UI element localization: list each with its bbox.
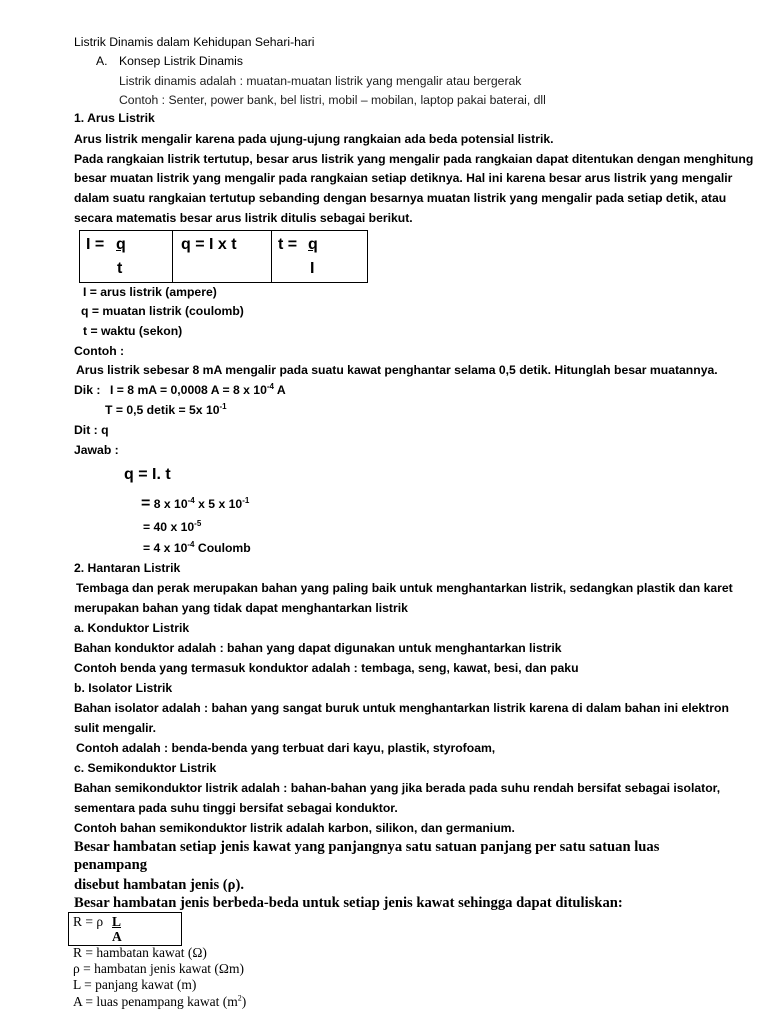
- legend-resistance: R = hambatan kawat (Ω): [73, 945, 207, 960]
- example-problem: Arus listrik sebesar 8 mA mengalir pada suatu kawat penghantar selama 0,5 detik. Hitunglah besar muatannya.: [76, 363, 718, 377]
- isolator-definition-line: Bahan isolator adalah : bahan yang sangat buruk untuk menghantarkan listrik karena di dalam bahan ini elektron: [74, 701, 729, 715]
- formula-current-denominator: t: [117, 260, 123, 277]
- hantaran-heading: 2. Hantaran Listrik: [74, 561, 181, 575]
- konduktor-definition: Bahan konduktor adalah : bahan yang dapat digunakan untuk menghantarkan listrik: [74, 641, 562, 655]
- given-label: Dik :: [74, 383, 101, 397]
- hantaran-intro-line: merupakan bahan yang tidak dapat menghantarkan listrik: [74, 601, 408, 615]
- section-a-example: Contoh : Senter, power bank, bel listri, mobil – mobilan, laptop pakai baterai, dll: [119, 93, 546, 107]
- resistance-formula-lhs: R = ρ: [73, 914, 104, 929]
- formula-current-lhs: I =: [86, 236, 105, 253]
- semikonduktor-example: Contoh bahan semikonduktor listrik adalah karbon, silikon, dan germanium.: [74, 821, 515, 835]
- konduktor-example: Contoh benda yang termasuk konduktor adalah : tembaga, seng, kawat, besi, dan paku: [74, 661, 579, 675]
- answer-formula: q = I. t: [124, 466, 171, 483]
- formula-time-numerator: q: [308, 236, 318, 253]
- hambatan-paragraph-line: penampang: [74, 857, 147, 873]
- isolator-definition-line: sulit mengalir.: [74, 721, 156, 735]
- semikonduktor-heading: c. Semikonduktor Listrik: [74, 761, 217, 775]
- document-title: Listrik Dinamis dalam Kehidupan Sehari-hari: [74, 35, 315, 49]
- formula-time-denominator: I: [310, 260, 315, 277]
- answer-step-3: = 4 x $10^{-4}$ Coulomb: [143, 539, 251, 555]
- legend-resistivity: ρ = hambatan jenis kawat (Ωm): [73, 961, 244, 976]
- legend-charge: q = muatan listrik (coulomb): [81, 304, 244, 318]
- resistance-formula-denominator: A: [112, 929, 122, 944]
- isolator-heading: b. Isolator Listrik: [74, 681, 173, 695]
- section-a-heading: Konsep Listrik Dinamis: [119, 54, 243, 68]
- arus-paragraph-2-line: secara matematis besar arus listrik ditulis sebagai berikut.: [74, 211, 413, 225]
- arus-paragraph-2-line: dalam suatu rangkaian tertutup sebanding dengan besarnya muatan listrik yang mengalir pada setiap detik, atau: [74, 191, 727, 205]
- asked: Dit : q: [74, 423, 109, 437]
- hambatan-paragraph-line: disebut hambatan jenis (ρ).: [74, 877, 244, 893]
- legend-area: A = luas penampang kawat $(m^2)$: [73, 993, 247, 1009]
- formula-time-lhs: t =: [278, 236, 298, 253]
- legend-current: I = arus listrik (ampere): [83, 285, 217, 299]
- arus-paragraph-1: Arus listrik mengalir karena pada ujung-ujung rangkaian ada beda potensial listrik.: [74, 132, 554, 146]
- table-divider: [271, 230, 272, 282]
- given-current: I = 8 mA = 0,0008 A = 8 x $10^{-4}$ A: [110, 381, 286, 397]
- legend-length: L = panjang kawat (m): [73, 977, 197, 992]
- resistance-formula-numerator: L: [112, 914, 122, 929]
- arus-paragraph-2-line: Pada rangkaian listrik tertutup, besar arus listrik yang mengalir pada rangkaian dapat ditentukan dengan menghitung: [74, 152, 754, 166]
- semikonduktor-definition-line: Bahan semikonduktor listrik adalah : bahan-bahan yang jika berada pada suhu rendah bersifat sebagai isolator,: [74, 781, 721, 795]
- given-time: T = 0,5 detik = 5x $10^{-1}$: [105, 401, 227, 417]
- arus-heading: 1. Arus Listrik: [74, 111, 155, 125]
- hambatan-paragraph-line: Besar hambatan setiap jenis kawat yang panjangnya satu satuan panjang per satu satuan luas: [74, 839, 660, 855]
- answer-label: Jawab :: [74, 443, 119, 457]
- section-a-definition: Listrik dinamis adalah : muatan-muatan listrik yang mengalir atau bergerak: [119, 74, 522, 88]
- answer-step-1: = 8 x $10^{-4}$ x 5 x $10^{-1}$: [141, 495, 250, 512]
- isolator-example: Contoh adalah : benda-benda yang terbuat dari kayu, plastik, styrofoam,: [76, 741, 496, 755]
- arus-paragraph-2-line: besar muatan listrik yang mengalir pada rangkaian setiap detiknya. Hal ini karena besar arus listrik yang mengalir: [74, 171, 733, 185]
- konduktor-heading: a. Konduktor Listrik: [74, 621, 190, 635]
- example-label: Contoh :: [74, 344, 125, 358]
- table-divider: [172, 230, 173, 282]
- formula-current-numerator: q: [116, 236, 126, 253]
- legend-time: t = waktu (sekon): [83, 324, 183, 338]
- section-a-label: A.: [96, 54, 108, 68]
- answer-step-2: = 40 x $10^{-5}$: [143, 518, 202, 534]
- semikonduktor-definition-line: sementara pada suhu tinggi bersifat sebagai konduktor.: [74, 801, 398, 815]
- formula-charge: q = I x t: [181, 236, 237, 253]
- hantaran-intro-line: Tembaga dan perak merupakan bahan yang paling baik untuk menghantarkan listrik, sedangkan plastik dan karet: [76, 581, 733, 595]
- hambatan-paragraph-2: Besar hambatan jenis berbeda-beda untuk setiap jenis kawat sehingga dapat dituliskan:: [74, 895, 623, 911]
